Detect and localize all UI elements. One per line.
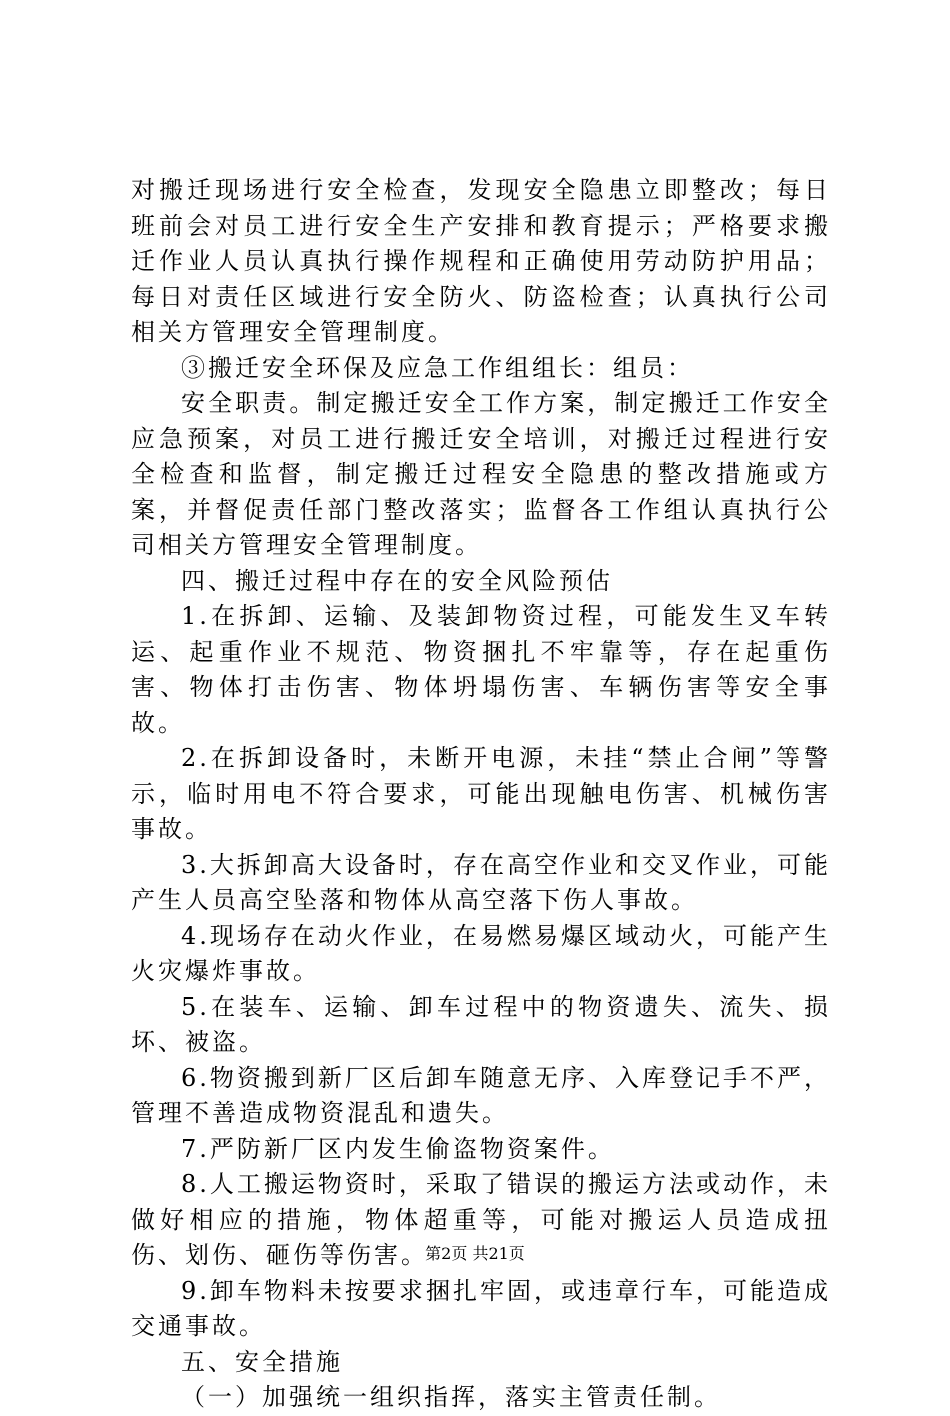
list-item: 8.人工搬运物资时，采取了错误的搬运方法或动作，未做好相应的措施，物体超重等，可能对搬运人员造成扭伤、划伤、砸伤等伤害。 [131,1170,831,1269]
section-heading: 五、安全措施 [181,1347,343,1376]
list-item: 7.严防新厂区内发生偷盗物资案件。 [181,1134,615,1163]
document-body [131,173,831,1416]
list-item: 1.在拆卸、运输、及装卸物资过程，可能发生叉车转运、起重作业不规范、物资捆扎不牢靠等，存在起重伤害、物体打击伤害、物体坍塌伤害、车辆伤害等安全事故。 [131,602,831,737]
section-heading: 四、搬迁过程中存在的安全风险预估 [181,566,613,595]
list-item: 3.大拆卸高大设备时，存在高空作业和交叉作业，可能产生人员高空坠落和物体从高空落下伤人事故。 [131,850,831,914]
list-item: 4.现场存在动火作业，在易燃易爆区域动火，可能产生火灾爆炸事故。 [131,921,831,985]
list-item: 2.在拆卸设备时，未断开电源，未挂“禁止合闸”等警示，临时用电不符合要求，可能出现触电伤害、机械伤害事故。 [131,744,831,843]
page-footer: 第2页 共21页 [425,1244,525,1263]
paragraph: （一）加强统一组织指挥，落实主管责任制。 [181,1383,721,1411]
paragraph: ③搬迁安全环保及应急工作组组长：组员： [181,353,694,382]
list-item: 6.物资搬到新厂区后卸车随意无序、入库登记手不严，管理不善造成物资混乱和遗失。 [131,1063,831,1127]
list-item: 9.卸车物料未按要求捆扎牢固，或违章行车，可能造成交通事故。 [131,1276,831,1340]
paragraph: 对搬迁现场进行安全检查，发现安全隐患立即整改；每日班前会对员工进行安全生产安排和教育提示；严格要求搬迁作业人员认真执行操作规程和正确使用劳动防护用品；每日对责任区域进行安全防火、防盗检查；认真执行公司相关方管理安全管理制度。 [131,176,831,346]
paragraph: 安全职责。制定搬迁安全工作方案，制定搬迁工作安全应急预案，对员工进行搬迁安全培训，对搬迁过程进行安全检查和监督，制定搬迁过程安全隐患的整改措施或方案，并督促责任部门整改落实；监督各工作组认真执行公司相关方管理安全管理制度。 [131,389,831,559]
list-item: 5.在装车、运输、卸车过程中的物资遗失、流失、损坏、被盗。 [131,992,831,1056]
